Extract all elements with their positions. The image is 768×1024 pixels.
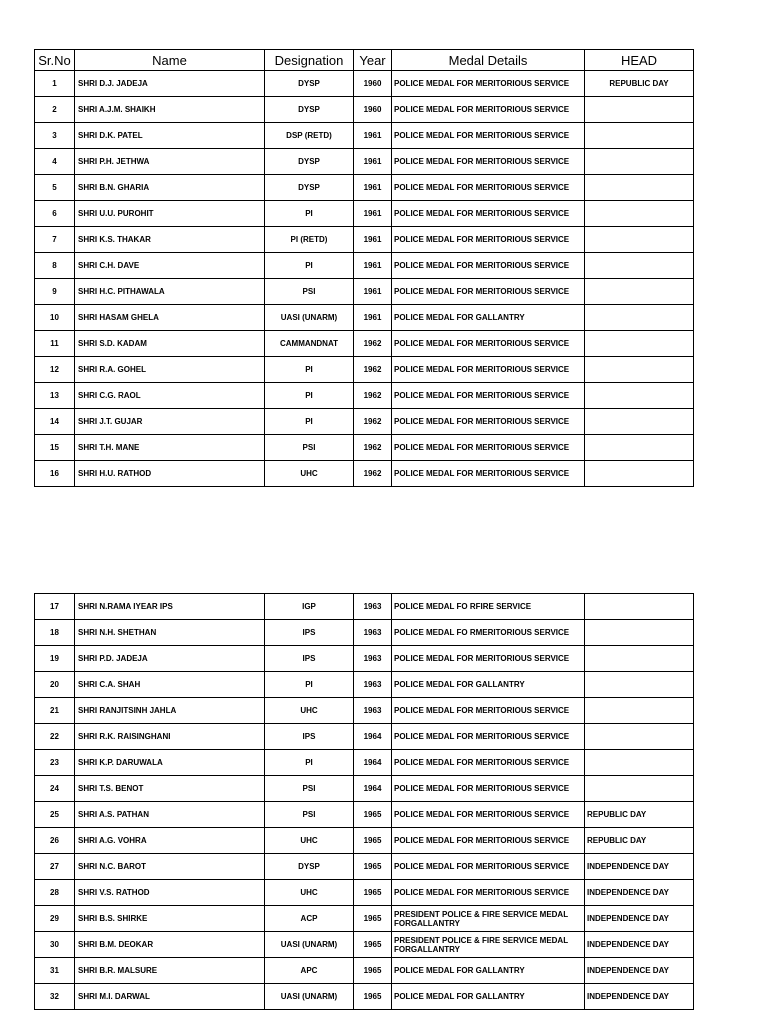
cell-name: SHRI C.H. DAVE (75, 253, 265, 279)
cell-head (585, 175, 694, 201)
cell-medal-details: POLICE MEDAL FOR MERITORIOUS SERVICE (392, 802, 585, 828)
medal-table-top (34, 49, 694, 487)
cell-year: 1961 (354, 305, 392, 331)
cell-head (585, 331, 694, 357)
table-row (35, 802, 694, 828)
cell-year: 1964 (354, 724, 392, 750)
cell-name: SHRI A.J.M. SHAIKH (75, 97, 265, 123)
cell-sr-no: 15 (35, 435, 75, 461)
cell-year: 1961 (354, 149, 392, 175)
cell-designation: PI (265, 201, 354, 227)
table-row (35, 357, 694, 383)
cell-head (585, 594, 694, 620)
cell-designation: IPS (265, 620, 354, 646)
cell-medal-details: POLICE MEDAL FOR MERITORIOUS SERVICE (392, 175, 585, 201)
cell-year: 1964 (354, 750, 392, 776)
cell-head (585, 698, 694, 724)
table-row (35, 698, 694, 724)
cell-year: 1962 (354, 435, 392, 461)
cell-name: SHRI H.C. PITHAWALA (75, 279, 265, 305)
cell-head (585, 97, 694, 123)
cell-name: SHRI A.G. VOHRA (75, 828, 265, 854)
cell-medal-details: POLICE MEDAL FOR MERITORIOUS SERVICE (392, 201, 585, 227)
cell-medal-details: PRESIDENT POLICE & FIRE SERVICE MEDAL FORGALLANTRY (392, 932, 585, 958)
cell-year: 1962 (354, 357, 392, 383)
cell-medal-details: POLICE MEDAL FOR MERITORIOUS SERVICE (392, 227, 585, 253)
cell-head (585, 776, 694, 802)
cell-head (585, 672, 694, 698)
cell-year: 1961 (354, 253, 392, 279)
cell-sr-no: 21 (35, 698, 75, 724)
cell-year: 1963 (354, 646, 392, 672)
cell-name: SHRI K.S. THAKAR (75, 227, 265, 253)
header-medal-details: Medal Details (392, 50, 585, 71)
cell-designation: IPS (265, 724, 354, 750)
cell-medal-details: POLICE MEDAL FOR MERITORIOUS SERVICE (392, 383, 585, 409)
table-row (35, 123, 694, 149)
table-row (35, 461, 694, 487)
cell-designation: UHC (265, 828, 354, 854)
cell-name: SHRI V.S. RATHOD (75, 880, 265, 906)
cell-year: 1961 (354, 279, 392, 305)
cell-medal-details: POLICE MEDAL FOR MERITORIOUS SERVICE (392, 724, 585, 750)
cell-medal-details: POLICE MEDAL FOR MERITORIOUS SERVICE (392, 750, 585, 776)
table-row (35, 854, 694, 880)
cell-sr-no: 10 (35, 305, 75, 331)
cell-sr-no: 11 (35, 331, 75, 357)
cell-year: 1965 (354, 958, 392, 984)
cell-sr-no: 32 (35, 984, 75, 1010)
cell-head: INDEPENDENCE DAY (585, 984, 694, 1010)
cell-medal-details: POLICE MEDAL FOR MERITORIOUS SERVICE (392, 854, 585, 880)
table-row (35, 750, 694, 776)
cell-sr-no: 8 (35, 253, 75, 279)
cell-year: 1961 (354, 201, 392, 227)
cell-sr-no: 12 (35, 357, 75, 383)
cell-name: SHRI A.S. PATHAN (75, 802, 265, 828)
cell-sr-no: 2 (35, 97, 75, 123)
cell-head: INDEPENDENCE DAY (585, 958, 694, 984)
cell-name: SHRI D.K. PATEL (75, 123, 265, 149)
cell-year: 1965 (354, 984, 392, 1010)
cell-designation: DYSP (265, 854, 354, 880)
medal-table-bottom (34, 593, 694, 1010)
cell-sr-no: 4 (35, 149, 75, 175)
cell-designation: PSI (265, 279, 354, 305)
cell-name: SHRI T.S. BENOT (75, 776, 265, 802)
cell-name: SHRI C.A. SHAH (75, 672, 265, 698)
cell-designation: PI (265, 383, 354, 409)
cell-sr-no: 22 (35, 724, 75, 750)
cell-year: 1965 (354, 854, 392, 880)
cell-year: 1965 (354, 802, 392, 828)
cell-head (585, 279, 694, 305)
cell-year: 1963 (354, 620, 392, 646)
cell-head (585, 201, 694, 227)
cell-medal-details: POLICE MEDAL FOR GALLANTRY (392, 672, 585, 698)
cell-name: SHRI B.M. DEOKAR (75, 932, 265, 958)
cell-sr-no: 25 (35, 802, 75, 828)
cell-head (585, 409, 694, 435)
cell-medal-details: POLICE MEDAL FOR MERITORIOUS SERVICE (392, 828, 585, 854)
cell-medal-details: POLICE MEDAL FOR MERITORIOUS SERVICE (392, 461, 585, 487)
cell-medal-details: POLICE MEDAL FOR GALLANTRY (392, 984, 585, 1010)
table-body-bottom (35, 594, 694, 1010)
table-row (35, 620, 694, 646)
table-row (35, 646, 694, 672)
cell-designation: PI (RETD) (265, 227, 354, 253)
header-designation: Designation (265, 50, 354, 71)
table-header-row (35, 50, 694, 71)
cell-head (585, 646, 694, 672)
cell-designation: UHC (265, 461, 354, 487)
cell-name: SHRI P.H. JETHWA (75, 149, 265, 175)
cell-medal-details: POLICE MEDAL FOR MERITORIOUS SERVICE (392, 409, 585, 435)
cell-designation: UASI (UNARM) (265, 984, 354, 1010)
cell-name: SHRI H.U. RATHOD (75, 461, 265, 487)
cell-head (585, 305, 694, 331)
cell-year: 1965 (354, 828, 392, 854)
cell-designation: DYSP (265, 175, 354, 201)
cell-name: SHRI J.T. GUJAR (75, 409, 265, 435)
cell-sr-no: 13 (35, 383, 75, 409)
cell-medal-details: POLICE MEDAL FOR MERITORIOUS SERVICE (392, 279, 585, 305)
cell-sr-no: 5 (35, 175, 75, 201)
cell-sr-no: 30 (35, 932, 75, 958)
cell-designation: UASI (UNARM) (265, 932, 354, 958)
cell-designation: CAMMANDNAT (265, 331, 354, 357)
table-row (35, 672, 694, 698)
table-row (35, 958, 694, 984)
cell-head (585, 227, 694, 253)
cell-name: SHRI B.S. SHIRKE (75, 906, 265, 932)
cell-head: INDEPENDENCE DAY (585, 932, 694, 958)
table-row (35, 331, 694, 357)
cell-designation: DYSP (265, 149, 354, 175)
cell-medal-details: POLICE MEDAL FO RMERITORIOUS SERVICE (392, 620, 585, 646)
cell-year: 1963 (354, 672, 392, 698)
cell-year: 1961 (354, 123, 392, 149)
cell-medal-details: POLICE MEDAL FOR MERITORIOUS SERVICE (392, 776, 585, 802)
cell-designation: UASI (UNARM) (265, 305, 354, 331)
cell-sr-no: 24 (35, 776, 75, 802)
cell-head: REPUBLIC DAY (585, 802, 694, 828)
table-row (35, 201, 694, 227)
cell-head: REPUBLIC DAY (585, 71, 694, 97)
cell-year: 1961 (354, 175, 392, 201)
cell-sr-no: 17 (35, 594, 75, 620)
cell-sr-no: 28 (35, 880, 75, 906)
cell-name: SHRI N.RAMA IYEAR IPS (75, 594, 265, 620)
header-year: Year (354, 50, 392, 71)
cell-head (585, 123, 694, 149)
header-sr-no: Sr.No (35, 50, 75, 71)
cell-head (585, 357, 694, 383)
cell-designation: DYSP (265, 97, 354, 123)
table-row (35, 279, 694, 305)
cell-medal-details: POLICE MEDAL FOR MERITORIOUS SERVICE (392, 71, 585, 97)
table-row (35, 984, 694, 1010)
cell-designation: UHC (265, 880, 354, 906)
cell-name: SHRI K.P. DARUWALA (75, 750, 265, 776)
cell-year: 1962 (354, 331, 392, 357)
cell-year: 1961 (354, 227, 392, 253)
cell-year: 1964 (354, 776, 392, 802)
cell-year: 1963 (354, 594, 392, 620)
cell-medal-details: POLICE MEDAL FOR MERITORIOUS SERVICE (392, 698, 585, 724)
cell-year: 1965 (354, 932, 392, 958)
table-row (35, 97, 694, 123)
cell-designation: UHC (265, 698, 354, 724)
cell-medal-details: POLICE MEDAL FO RFIRE SERVICE (392, 594, 585, 620)
cell-medal-details: POLICE MEDAL FOR MERITORIOUS SERVICE (392, 253, 585, 279)
cell-medal-details: POLICE MEDAL FOR MERITORIOUS SERVICE (392, 331, 585, 357)
cell-name: SHRI U.U. PUROHIT (75, 201, 265, 227)
table-row (35, 409, 694, 435)
cell-designation: PI (265, 672, 354, 698)
cell-sr-no: 26 (35, 828, 75, 854)
cell-sr-no: 23 (35, 750, 75, 776)
cell-designation: DYSP (265, 71, 354, 97)
cell-sr-no: 16 (35, 461, 75, 487)
cell-medal-details: POLICE MEDAL FOR MERITORIOUS SERVICE (392, 123, 585, 149)
cell-name: SHRI M.I. DARWAL (75, 984, 265, 1010)
table-row (35, 828, 694, 854)
cell-sr-no: 20 (35, 672, 75, 698)
table-row (35, 776, 694, 802)
cell-designation: ACP (265, 906, 354, 932)
header-head: HEAD (585, 50, 694, 71)
cell-sr-no: 3 (35, 123, 75, 149)
cell-medal-details: POLICE MEDAL FOR MERITORIOUS SERVICE (392, 97, 585, 123)
cell-head (585, 435, 694, 461)
cell-year: 1962 (354, 409, 392, 435)
cell-designation: PI (265, 750, 354, 776)
cell-designation: IPS (265, 646, 354, 672)
cell-head (585, 149, 694, 175)
cell-sr-no: 14 (35, 409, 75, 435)
cell-sr-no: 6 (35, 201, 75, 227)
cell-year: 1960 (354, 97, 392, 123)
cell-head (585, 620, 694, 646)
table-row (35, 305, 694, 331)
cell-medal-details: POLICE MEDAL FOR MERITORIOUS SERVICE (392, 646, 585, 672)
cell-designation: PI (265, 409, 354, 435)
cell-sr-no: 31 (35, 958, 75, 984)
cell-head: INDEPENDENCE DAY (585, 880, 694, 906)
cell-name: SHRI N.C. BAROT (75, 854, 265, 880)
cell-head: INDEPENDENCE DAY (585, 854, 694, 880)
cell-sr-no: 29 (35, 906, 75, 932)
cell-year: 1962 (354, 461, 392, 487)
header-name: Name (75, 50, 265, 71)
cell-year: 1963 (354, 698, 392, 724)
cell-year: 1965 (354, 880, 392, 906)
cell-medal-details: POLICE MEDAL FOR MERITORIOUS SERVICE (392, 357, 585, 383)
table-row (35, 594, 694, 620)
cell-designation: PSI (265, 776, 354, 802)
cell-head (585, 750, 694, 776)
table-body-top (35, 71, 694, 487)
table-row (35, 383, 694, 409)
cell-sr-no: 7 (35, 227, 75, 253)
cell-designation: DSP (RETD) (265, 123, 354, 149)
cell-head (585, 724, 694, 750)
cell-year: 1965 (354, 906, 392, 932)
cell-name: SHRI RANJITSINH JAHLA (75, 698, 265, 724)
cell-head (585, 383, 694, 409)
cell-name: SHRI N.H. SHETHAN (75, 620, 265, 646)
table-row (35, 149, 694, 175)
cell-year: 1960 (354, 71, 392, 97)
table-row (35, 435, 694, 461)
cell-name: SHRI C.G. RAOL (75, 383, 265, 409)
cell-name: SHRI R.K. RAISINGHANI (75, 724, 265, 750)
cell-designation: PSI (265, 802, 354, 828)
cell-head: REPUBLIC DAY (585, 828, 694, 854)
cell-designation: APC (265, 958, 354, 984)
cell-name: SHRI D.J. JADEJA (75, 71, 265, 97)
cell-designation: PI (265, 253, 354, 279)
cell-medal-details: POLICE MEDAL FOR MERITORIOUS SERVICE (392, 880, 585, 906)
cell-medal-details: PRESIDENT POLICE & FIRE SERVICE MEDAL FORGALLANTRY (392, 906, 585, 932)
cell-designation: IGP (265, 594, 354, 620)
cell-name: SHRI T.H. MANE (75, 435, 265, 461)
cell-medal-details: POLICE MEDAL FOR MERITORIOUS SERVICE (392, 149, 585, 175)
cell-head (585, 461, 694, 487)
table-row (35, 175, 694, 201)
cell-name: SHRI P.D. JADEJA (75, 646, 265, 672)
cell-sr-no: 9 (35, 279, 75, 305)
table-row (35, 932, 694, 958)
cell-designation: PI (265, 357, 354, 383)
cell-name: SHRI HASAM GHELA (75, 305, 265, 331)
cell-name: SHRI B.R. MALSURE (75, 958, 265, 984)
table-row (35, 906, 694, 932)
cell-medal-details: POLICE MEDAL FOR GALLANTRY (392, 305, 585, 331)
table-row (35, 253, 694, 279)
cell-designation: PSI (265, 435, 354, 461)
cell-name: SHRI B.N. GHARIA (75, 175, 265, 201)
cell-sr-no: 1 (35, 71, 75, 97)
table-row (35, 880, 694, 906)
cell-name: SHRI S.D. KADAM (75, 331, 265, 357)
cell-name: SHRI R.A. GOHEL (75, 357, 265, 383)
cell-medal-details: POLICE MEDAL FOR MERITORIOUS SERVICE (392, 435, 585, 461)
cell-sr-no: 27 (35, 854, 75, 880)
cell-head (585, 253, 694, 279)
cell-year: 1962 (354, 383, 392, 409)
table-row (35, 227, 694, 253)
cell-head: INDEPENDENCE DAY (585, 906, 694, 932)
table-row (35, 71, 694, 97)
cell-medal-details: POLICE MEDAL FOR GALLANTRY (392, 958, 585, 984)
cell-sr-no: 19 (35, 646, 75, 672)
cell-sr-no: 18 (35, 620, 75, 646)
table-row (35, 724, 694, 750)
